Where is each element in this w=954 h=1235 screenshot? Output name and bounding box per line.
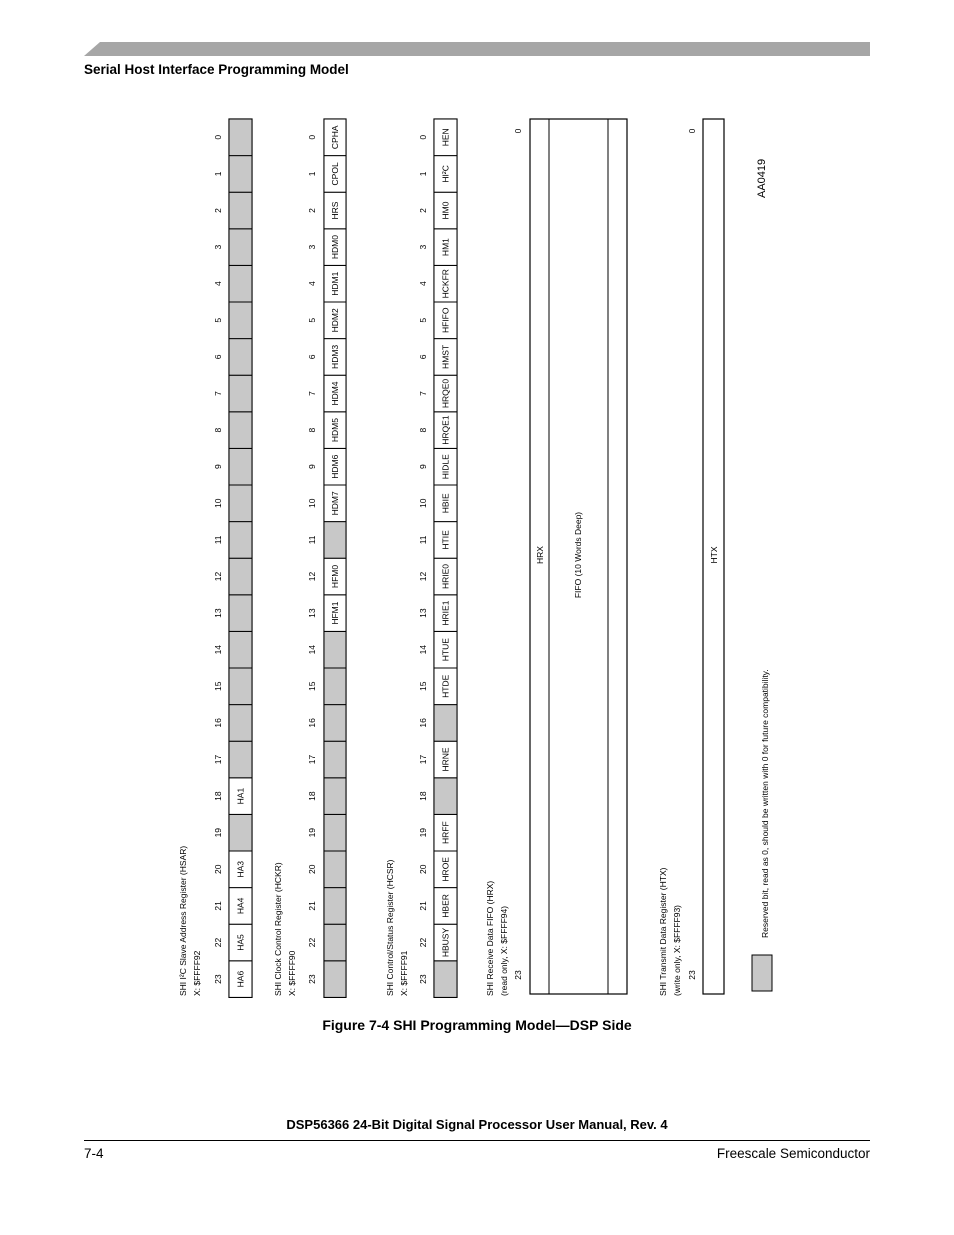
bit-number-r2-b8: 8 — [307, 427, 317, 433]
hrx-desc-1: SHI Receive Data FIFO (HRX) — [485, 880, 495, 996]
bit-cell-r2-b15 — [324, 668, 346, 705]
field-label-r3-b12: HRIE0 — [440, 563, 451, 590]
field-label-r3-b10: HBIE — [440, 493, 451, 514]
bit-number-r1-b11: 11 — [213, 535, 223, 545]
bit-number-r3-b21: 21 — [418, 901, 428, 911]
bit-number-r1-b15: 15 — [213, 681, 223, 692]
field-label-r3-b3: HM1 — [440, 238, 451, 257]
field-label-r1-b18: HA1 — [235, 787, 246, 805]
bit-number-r1-b21: 21 — [213, 901, 223, 911]
field-label-r3-b1: HI²C — [440, 165, 451, 183]
field-label-r2-b2: HRS — [330, 201, 340, 220]
bit-number-r3-b14: 14 — [418, 644, 428, 655]
bit-cell-r2-b17 — [324, 741, 346, 778]
bit-cell-r1-b17 — [229, 741, 252, 778]
htx-msb-label: 23 — [687, 970, 697, 980]
bit-number-r1-b17: 17 — [213, 754, 223, 765]
field-label-r1-b23: HA6 — [235, 970, 246, 988]
field-label-r3-b6: HMST — [440, 344, 451, 369]
field-label-r3-b4: HCKFR — [440, 269, 451, 299]
bit-cell-r1-b9 — [229, 448, 252, 485]
field-label-r1-b20: HA3 — [235, 861, 246, 878]
field-label-r3-b15: HTDE — [440, 674, 451, 698]
bit-cell-r1-b15 — [229, 668, 252, 705]
bit-cell-r2-b18 — [324, 778, 346, 815]
field-label-r3-b22: HBUSY — [440, 927, 451, 958]
field-label-r2-b6: HDM3 — [330, 344, 340, 369]
htx-lsb-label: 0 — [687, 128, 697, 134]
field-label-r2-b13: HFM1 — [330, 601, 340, 625]
bit-cell-r2-b14 — [324, 631, 346, 668]
field-label-r3-b19: HRFF — [440, 821, 451, 845]
bit-cell-r1-b19 — [229, 814, 252, 851]
figure-id: AA0419 — [756, 158, 768, 198]
register-desc-2-2: X: $FFFF90 — [287, 950, 297, 996]
field-label-r3-b13: HRIE1 — [440, 600, 451, 626]
field-label-r3-b2: HM0 — [440, 201, 451, 220]
field-label-r2-b1: CPOL — [330, 162, 340, 186]
bit-number-r2-b18: 18 — [307, 791, 317, 801]
bit-number-r2-b16: 16 — [307, 718, 317, 728]
field-label-r3-b7: HRQE0 — [440, 378, 451, 409]
field-label-r2-b5: HDM2 — [330, 308, 340, 333]
bit-number-r2-b14: 14 — [307, 644, 317, 655]
hrx-msb-label: 23 — [513, 970, 523, 980]
bit-number-r3-b8: 8 — [418, 427, 428, 433]
bit-number-r3-b9: 9 — [418, 464, 428, 470]
bit-number-r3-b20: 20 — [418, 864, 428, 875]
manual-title: DSP56366 24-Bit Digital Signal Processor User Manual, Rev. 4 — [286, 1117, 668, 1132]
page-number: 7-4 — [84, 1146, 104, 1161]
field-label-r3-b9: HIDLE — [440, 454, 451, 480]
field-label-r2-b8: HDM5 — [330, 418, 340, 443]
register-desc-1-2: X: $FFFF92 — [192, 950, 202, 996]
bit-number-r2-b20: 20 — [307, 864, 317, 875]
bit-number-r3-b0: 0 — [418, 134, 428, 140]
bit-number-r3-b12: 12 — [418, 571, 428, 582]
bit-cell-r1-b14 — [229, 631, 252, 668]
field-label-r3-b14: HTUE — [440, 638, 451, 662]
bit-number-r1-b5: 5 — [213, 317, 223, 323]
field-label-r3-b8: HRQE1 — [440, 415, 451, 445]
bit-number-r1-b3: 3 — [213, 244, 223, 250]
bit-number-r3-b16: 16 — [418, 718, 428, 728]
bit-cell-r2-b21 — [324, 888, 346, 925]
bit-number-r1-b6: 6 — [213, 354, 223, 360]
bit-number-r1-b0: 0 — [213, 134, 223, 140]
bit-number-r1-b22: 22 — [213, 937, 223, 948]
field-label-r2-b3: HDM0 — [330, 235, 340, 260]
bit-number-r2-b17: 17 — [307, 754, 317, 765]
htx-desc-2: (write only, X: $FFFF93) — [672, 905, 682, 996]
bit-number-r1-b8: 8 — [213, 427, 223, 433]
bit-number-r3-b18: 18 — [418, 791, 428, 801]
field-label-r2-b12: HFM0 — [330, 564, 340, 589]
bit-number-r2-b6: 6 — [307, 354, 317, 360]
legend-swatch — [752, 955, 772, 991]
bit-number-r2-b10: 10 — [307, 498, 317, 509]
bit-number-r3-b4: 4 — [418, 281, 428, 287]
bit-cell-r2-b22 — [324, 924, 346, 961]
bit-number-r2-b13: 13 — [307, 608, 317, 618]
bit-number-r3-b7: 7 — [418, 391, 428, 396]
bit-number-r3-b19: 19 — [418, 827, 428, 838]
bit-cell-r1-b7 — [229, 375, 252, 412]
bit-cell-r1-b13 — [229, 595, 252, 632]
field-label-r3-b21: HBER — [440, 894, 451, 918]
bit-cell-r3-b23 — [434, 961, 457, 998]
bit-number-r3-b17: 17 — [418, 754, 428, 765]
hrx-lsb-label: 0 — [513, 128, 523, 134]
bit-cell-r3-b16 — [434, 705, 457, 742]
bit-cell-r1-b16 — [229, 705, 252, 742]
register-desc-1-1: SHI I²C Slave Address Register (HSAR) — [178, 845, 188, 996]
bit-number-r1-b23: 23 — [213, 974, 223, 984]
footer-rule — [84, 1140, 870, 1141]
bit-number-r3-b23: 23 — [418, 974, 428, 984]
bit-cell-r2-b20 — [324, 851, 346, 888]
figure-caption: Figure 7-4 SHI Programming Model—DSP Side — [322, 1017, 632, 1033]
bit-number-r3-b22: 22 — [418, 937, 428, 948]
register-desc-3-2: X: $FFFF91 — [399, 950, 409, 996]
htx-desc-1: SHI Transmit Data Register (HTX) — [658, 867, 668, 996]
field-label-r2-b0: CPHA — [330, 125, 340, 150]
bit-number-r2-b0: 0 — [307, 134, 317, 140]
bit-cell-r1-b2 — [229, 192, 252, 229]
field-label-r3-b11: HTIE — [440, 530, 451, 550]
field-label-r3-b5: HFIFO — [440, 307, 451, 334]
bit-number-r1-b13: 13 — [213, 608, 223, 618]
bit-number-r2-b9: 9 — [307, 464, 317, 470]
field-label-r2-b4: HDM1 — [330, 271, 340, 296]
bit-cell-r1-b10 — [229, 485, 252, 522]
bit-number-r1-b2: 2 — [213, 208, 223, 213]
bit-cell-r1-b1 — [229, 156, 252, 193]
bit-number-r1-b19: 19 — [213, 827, 223, 838]
bit-number-r2-b23: 23 — [307, 974, 317, 984]
field-label-r2-b9: HDM6 — [330, 454, 340, 479]
bit-number-r1-b16: 16 — [213, 718, 223, 728]
bit-number-r1-b1: 1 — [213, 171, 223, 177]
field-label-r3-b17: HRNE — [440, 747, 451, 772]
bit-cell-r2-b23 — [324, 961, 346, 998]
bit-number-r2-b11: 11 — [307, 535, 317, 545]
bit-number-r2-b21: 21 — [307, 901, 317, 911]
bit-number-r1-b4: 4 — [213, 281, 223, 287]
field-label-r3-b20: HROE — [440, 857, 451, 882]
bit-cell-r1-b8 — [229, 412, 252, 449]
field-label-r1-b21: HA4 — [235, 897, 246, 915]
bit-number-r3-b1: 1 — [418, 171, 428, 177]
bit-number-r1-b14: 14 — [213, 644, 223, 655]
bit-number-r3-b3: 3 — [418, 244, 428, 250]
bit-number-r3-b5: 5 — [418, 317, 428, 323]
bit-cell-r1-b12 — [229, 558, 252, 595]
bit-number-r3-b10: 10 — [418, 498, 428, 509]
hrx-name: HRX — [535, 546, 545, 564]
bit-cell-r1-b11 — [229, 522, 252, 559]
bit-number-r2-b1: 1 — [307, 171, 317, 177]
field-label-r2-b7: HDM4 — [330, 381, 340, 406]
section-title: Serial Host Interface Programming Model — [84, 62, 349, 77]
bit-number-r2-b15: 15 — [307, 681, 317, 692]
company-name: Freescale Semiconductor — [716, 1146, 870, 1161]
bit-number-r2-b4: 4 — [307, 281, 317, 287]
bit-cell-r2-b11 — [324, 522, 346, 559]
bit-number-r2-b3: 3 — [307, 244, 317, 250]
bit-number-r3-b2: 2 — [418, 208, 428, 213]
field-label-r1-b22: HA5 — [235, 934, 246, 951]
bit-number-r1-b20: 20 — [213, 864, 223, 875]
bit-cell-r1-b3 — [229, 229, 252, 266]
bit-number-r2-b7: 7 — [307, 391, 317, 396]
hrx-desc-2: (read only, X: $FFFF94) — [499, 905, 509, 996]
bit-number-r1-b12: 12 — [213, 571, 223, 582]
bit-cell-r1-b6 — [229, 339, 252, 376]
bit-number-r2-b22: 22 — [307, 937, 317, 948]
bit-cell-r1-b0 — [229, 119, 252, 156]
bit-number-r3-b13: 13 — [418, 608, 428, 618]
htx-name: HTX — [709, 546, 719, 564]
bit-number-r1-b7: 7 — [213, 391, 223, 396]
bit-number-r1-b10: 10 — [213, 498, 223, 509]
bit-number-r2-b5: 5 — [307, 317, 317, 323]
bit-number-r1-b18: 18 — [213, 791, 223, 801]
bit-cell-r1-b4 — [229, 265, 252, 302]
bit-cell-r1-b5 — [229, 302, 252, 339]
bit-number-r2-b2: 2 — [307, 208, 317, 213]
register-desc-3-1: SHI Control/Status Register (HCSR) — [385, 859, 395, 996]
register-desc-2-1: SHI Clock Control Register (HCKR) — [273, 862, 283, 996]
bit-number-r3-b6: 6 — [418, 354, 428, 360]
bit-number-r2-b12: 12 — [307, 571, 317, 582]
hrx-fifo-note: FIFO (10 Words Deep) — [573, 511, 583, 599]
bit-cell-r2-b19 — [324, 814, 346, 851]
bit-number-r2-b19: 19 — [307, 827, 317, 838]
bit-number-r3-b15: 15 — [418, 681, 428, 692]
bit-cell-r3-b18 — [434, 778, 457, 815]
legend-text: Reserved bit, read as 0, should be written with 0 for future compatibility. — [760, 669, 770, 938]
field-label-r3-b0: HEN — [440, 128, 451, 147]
bit-number-r1-b9: 9 — [213, 464, 223, 470]
bit-number-r3-b11: 11 — [418, 535, 428, 545]
field-label-r2-b10: HDM7 — [330, 491, 340, 516]
bit-cell-r2-b16 — [324, 705, 346, 742]
